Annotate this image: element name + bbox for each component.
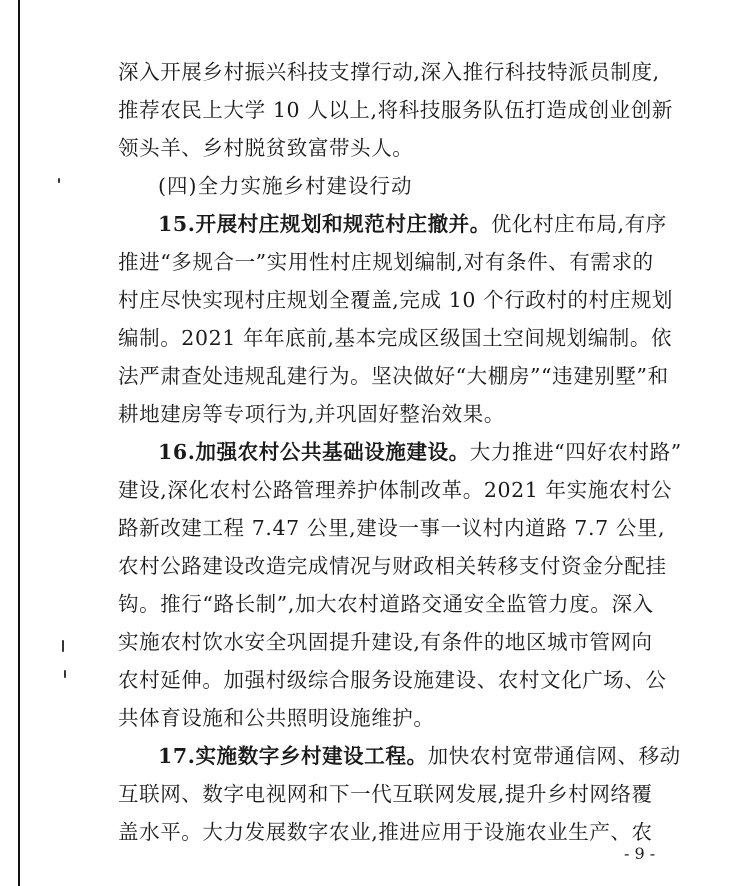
item-15-text: 优化村庄布局,有序: [490, 212, 667, 236]
scan-edge-line: [18, 0, 20, 886]
body-line: 农村延伸。加强村级综合服务设施建设、农村文化广场、公: [118, 668, 667, 692]
body-line: 建设,深化农村公路管理养护体制改革。2021 年实施农村公: [118, 478, 673, 502]
body-line: 深入开展乡村振兴科技支撑行动,深入推行科技特派员制度,: [118, 60, 660, 84]
body-line: 推进“多规合一”实用性村庄规划编制,对有条件、有需求的: [118, 250, 654, 274]
body-line: 农村公路建设改造完成情况与财政相关转移支付资金分配挂: [118, 554, 667, 578]
body-line: 盖水平。大力发展数字农业,推进应用于设施农业生产、农: [118, 820, 653, 844]
body-line: 共体育设施和公共照明设施维护。: [118, 706, 435, 730]
body-line: 耕地建房等专项行为,并巩固好整治效果。: [118, 402, 505, 426]
item-16-text: 大力推进“四好农村路”: [469, 440, 682, 464]
body-line: 互联网、数字电视网和下一代互联网发展,提升乡村网络覆: [118, 782, 653, 806]
body-line: 实施农村饮水安全巩固提升建设,有条件的地区城市管网向: [118, 630, 653, 654]
section-heading: (四)全力实施乡村建设行动: [158, 174, 413, 198]
item-17-text: 加快农村宽带通信网、移动: [427, 744, 681, 768]
item-15-first-line: [158, 210, 667, 238]
page-number: - 9 -: [624, 844, 656, 863]
item-17-first-line: [158, 742, 681, 770]
body-line: 推荐农民上大学 10 人以上,将科技服务队伍打造成创业创新: [118, 98, 674, 122]
item-16-title: 16.加强农村公共基础设施建设。: [158, 440, 470, 464]
item-16-first-line: [158, 438, 682, 466]
scan-speck: [62, 640, 64, 652]
body-line: 村庄尽快实现村庄规划全覆盖,完成 10 个行政村的村庄规划: [118, 288, 674, 312]
body-line: 法严肃查处违规乱建行为。坚决做好“大棚房”“违建别墅”和: [118, 364, 669, 388]
body-line: 路新改建工程 7.47 公里,建设一事一议村内道路 7.7 公里,: [118, 516, 666, 540]
body-line: 领头羊、乡村脱贫致富带头人。: [118, 136, 414, 160]
item-15-title: 15.开展村庄规划和规范村庄撤并。: [158, 212, 491, 236]
body-line: 钩。推行“路长制”,加大农村道路交通安全监管力度。深入: [118, 592, 654, 616]
scan-speck: [58, 178, 60, 183]
scan-speck: [64, 670, 66, 678]
body-line: 编制。2021 年年底前,基本完成区级国土空间规划编制。依: [118, 326, 673, 350]
item-17-title: 17.实施数字乡村建设工程。: [158, 744, 428, 768]
